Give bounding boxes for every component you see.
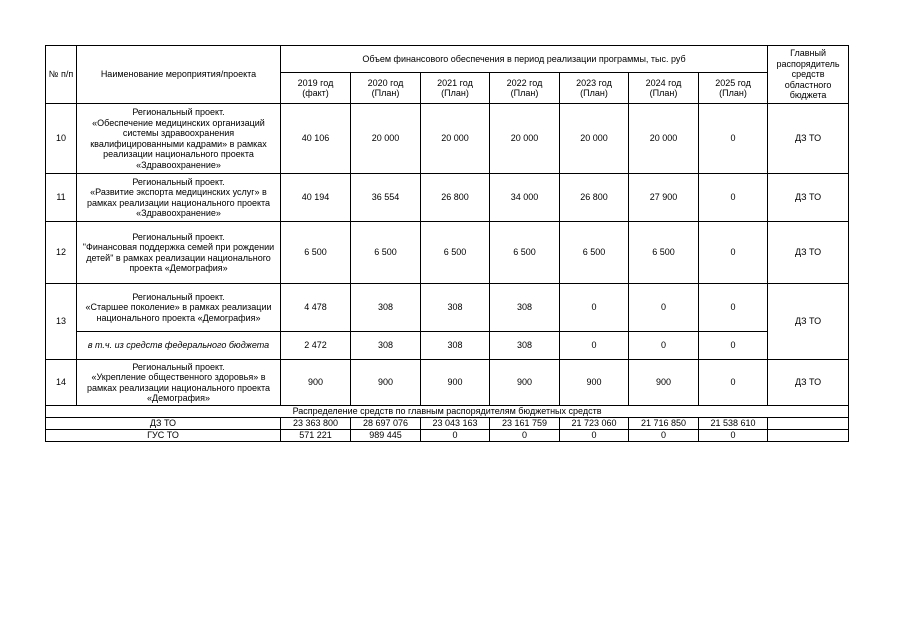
distribution-title: Распределение средств по главным распорядителям бюджетных средств: [46, 406, 849, 418]
row-value: 0: [560, 284, 629, 332]
row-value: 2 472: [281, 332, 351, 360]
header-row-1: [46, 46, 849, 73]
distribution-value: 23 043 163: [421, 418, 490, 430]
row-manager: ДЗ ТО: [768, 360, 849, 406]
row-value: 26 800: [421, 174, 490, 222]
row-value: 6 500: [351, 222, 421, 284]
distribution-value: 0: [629, 430, 699, 442]
table-row: [46, 222, 849, 284]
row-name: Региональный проект. «Старшее поколение» в рамках реализации национального проекта «Демография»: [77, 284, 281, 332]
row-name: Региональный проект. «Обеспечение медицинских организаций системы здравоохранения квалифицированными кадрами» в рамках реализации национального проекта «Здравоохранение»: [77, 104, 281, 174]
row-value: 308: [490, 284, 560, 332]
distribution-title-row: [46, 406, 849, 418]
row-value: 20 000: [351, 104, 421, 174]
row-value: 20 000: [421, 104, 490, 174]
distribution-value: 0: [421, 430, 490, 442]
header-year: 2022 год (План): [490, 73, 560, 104]
distribution-value: 21 538 610: [699, 418, 768, 430]
row-value: 900: [560, 360, 629, 406]
header-year: 2025 год (План): [699, 73, 768, 104]
row-num: 13: [46, 284, 77, 360]
row-value: 36 554: [351, 174, 421, 222]
row-value: 0: [699, 332, 768, 360]
row-value: 0: [699, 104, 768, 174]
row-num: 12: [46, 222, 77, 284]
distribution-value: 0: [560, 430, 629, 442]
row-value: 20 000: [629, 104, 699, 174]
table-row: [46, 284, 849, 332]
table-row: [46, 104, 849, 174]
row-value: 900: [490, 360, 560, 406]
row-value: 308: [490, 332, 560, 360]
row-value: 20 000: [560, 104, 629, 174]
header-year: 2021 год (План): [421, 73, 490, 104]
row-manager: ДЗ ТО: [768, 284, 849, 360]
row-value: 6 500: [629, 222, 699, 284]
row-value: 6 500: [560, 222, 629, 284]
row-value: 4 478: [281, 284, 351, 332]
row-value: 900: [281, 360, 351, 406]
header-num: № п/п: [46, 46, 77, 104]
distribution-value: 28 697 076: [351, 418, 421, 430]
row-value: 900: [351, 360, 421, 406]
row-value: 308: [351, 284, 421, 332]
distribution-value: 23 161 759: [490, 418, 560, 430]
row-value: 0: [629, 284, 699, 332]
distribution-row: [46, 430, 849, 442]
row-name: Региональный проект. "Финансовая поддержка семей при рождении детей" в рамках реализации национального проекта «Демография»: [77, 222, 281, 284]
row-name: Региональный проект. «Укрепление общественного здоровья» в рамках реализации национального проекта «Демография»: [77, 360, 281, 406]
table-subrow: [46, 332, 849, 360]
row-num: 10: [46, 104, 77, 174]
row-value: 0: [699, 174, 768, 222]
row-value: 900: [629, 360, 699, 406]
row-value: 308: [351, 332, 421, 360]
row-value: 0: [699, 222, 768, 284]
row-value: 26 800: [560, 174, 629, 222]
row-num: 11: [46, 174, 77, 222]
header-year: 2019 год (факт): [281, 73, 351, 104]
table-row: [46, 360, 849, 406]
row-value: 20 000: [490, 104, 560, 174]
row-value: 308: [421, 332, 490, 360]
row-manager: ДЗ ТО: [768, 174, 849, 222]
distribution-value: 0: [490, 430, 560, 442]
distribution-value: 21 716 850: [629, 418, 699, 430]
distribution-empty: [768, 430, 849, 442]
row-value: 0: [699, 284, 768, 332]
row-value: 34 000: [490, 174, 560, 222]
row-manager: ДЗ ТО: [768, 222, 849, 284]
distribution-empty: [768, 418, 849, 430]
row-value: 308: [421, 284, 490, 332]
row-value: 40 194: [281, 174, 351, 222]
row-value: 6 500: [281, 222, 351, 284]
table-row: [46, 174, 849, 222]
header-manager: Главный распорядитель средств областного бюджета: [768, 46, 849, 104]
header-volume: Объем финансового обеспечения в период реализации программы, тыс. руб: [281, 46, 768, 73]
row-value: 6 500: [490, 222, 560, 284]
row-value: 6 500: [421, 222, 490, 284]
subrow-name: в т.ч. из средств федерального бюджета: [77, 332, 281, 360]
distribution-value: 989 445: [351, 430, 421, 442]
row-manager: ДЗ ТО: [768, 104, 849, 174]
row-value: 0: [560, 332, 629, 360]
row-name: Региональный проект. «Развитие экспорта медицинских услуг» в рамках реализации национального проекта «Здравоохранение»: [77, 174, 281, 222]
distribution-value: 0: [699, 430, 768, 442]
distribution-value: 571 221: [281, 430, 351, 442]
row-value: 40 106: [281, 104, 351, 174]
funding-table: [45, 45, 849, 442]
header-year: 2023 год (План): [560, 73, 629, 104]
row-value: 0: [629, 332, 699, 360]
distribution-value: 23 363 800: [281, 418, 351, 430]
distribution-row: [46, 418, 849, 430]
row-value: 27 900: [629, 174, 699, 222]
header-year: 2020 год (План): [351, 73, 421, 104]
header-name: Наименование мероприятия/проекта: [77, 46, 281, 104]
row-num: 14: [46, 360, 77, 406]
distribution-name: ДЗ ТО: [46, 418, 281, 430]
row-value: 900: [421, 360, 490, 406]
row-value: 0: [699, 360, 768, 406]
distribution-value: 21 723 060: [560, 418, 629, 430]
distribution-name: ГУС ТО: [46, 430, 281, 442]
header-year: 2024 год (План): [629, 73, 699, 104]
